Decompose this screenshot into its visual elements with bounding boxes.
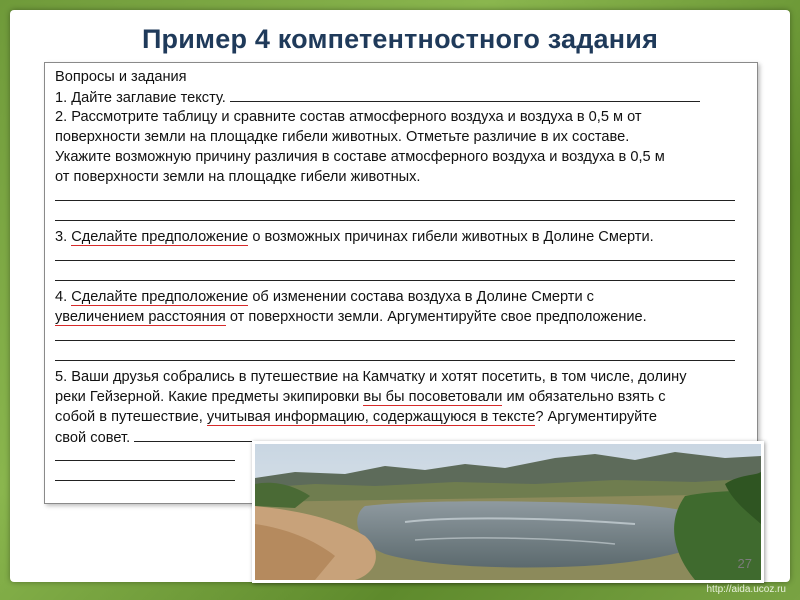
answer-line (55, 467, 255, 487)
answer-line (55, 187, 755, 207)
task-box (44, 62, 758, 504)
answer-line (55, 447, 255, 467)
question-5-underlined: вы бы посоветовали (363, 389, 503, 405)
watermark: http://aida.ucoz.ru (706, 584, 786, 595)
question-3-underlined: Сделайте предположение (71, 229, 249, 245)
answer-line (55, 327, 755, 347)
question-4-underlined: Сделайте предположение (71, 289, 249, 305)
answer-line (55, 207, 755, 227)
question-2-line: 2. Рассмотрите таблицу и сравните состав атмосферного воздуха и воздуха в 0,5 м от (55, 109, 642, 125)
question-4-text: об изменении состава воздуха в Долине Смерти с (248, 289, 594, 305)
question-2-line: Укажите возможную причину различия в составе атмосферного воздуха и воздуха в 0,5 м (55, 149, 665, 165)
task-heading: Вопросы и задания (55, 69, 187, 85)
question-4-text-2: от поверхности земли. Аргументируйте свое предположение. (225, 309, 647, 325)
landscape-photo (252, 441, 764, 583)
answer-blank (230, 87, 700, 102)
question-4-underlined-2: увеличением расстояния (55, 309, 226, 325)
question-2-line: поверхности земли на площадке гибели животных. Отметьте различие в их составе. (55, 129, 630, 145)
page-number: 27 (737, 556, 752, 571)
question-1-text: 1. Дайте заглавие тексту. (55, 90, 226, 106)
question-5-line-2 (55, 387, 755, 407)
question-3-text: о возможных причинах гибели животных в Долине Смерти. (248, 229, 654, 245)
question-5-text: реки Гейзерной. Какие предметы экипировки (55, 389, 364, 405)
question-4 (55, 287, 755, 307)
question-5-text: собой в путешествие, (55, 409, 207, 425)
question-4-number: 4. (55, 289, 72, 305)
question-4-line-2 (55, 307, 755, 327)
question-2-line: от поверхности земли на площадке гибели животных. (55, 169, 421, 185)
question-1 (55, 87, 755, 107)
question-5-text: им обязательно взять с (502, 389, 666, 405)
question-5-text: свой совет. (55, 430, 131, 446)
valley-landscape-image (255, 444, 761, 580)
slide-title: Пример 4 компетентностного задания (141, 24, 659, 54)
question-5-line-3 (55, 407, 755, 427)
question-5-line-1: 5. Ваши друзья собрались в путешествие на Камчатку и хотят посетить, в том числе, долину (55, 369, 687, 385)
answer-line (55, 247, 755, 267)
question-3-number: 3. (55, 229, 72, 245)
answer-blank (134, 427, 654, 442)
question-5-text: ? Аргументируйте (535, 409, 657, 425)
question-5-underlined: учитывая информацию, содержащуюся в тексте (206, 409, 536, 425)
answer-line (55, 267, 755, 287)
task-text (55, 67, 755, 487)
question-3 (55, 227, 755, 247)
answer-line (55, 347, 755, 367)
